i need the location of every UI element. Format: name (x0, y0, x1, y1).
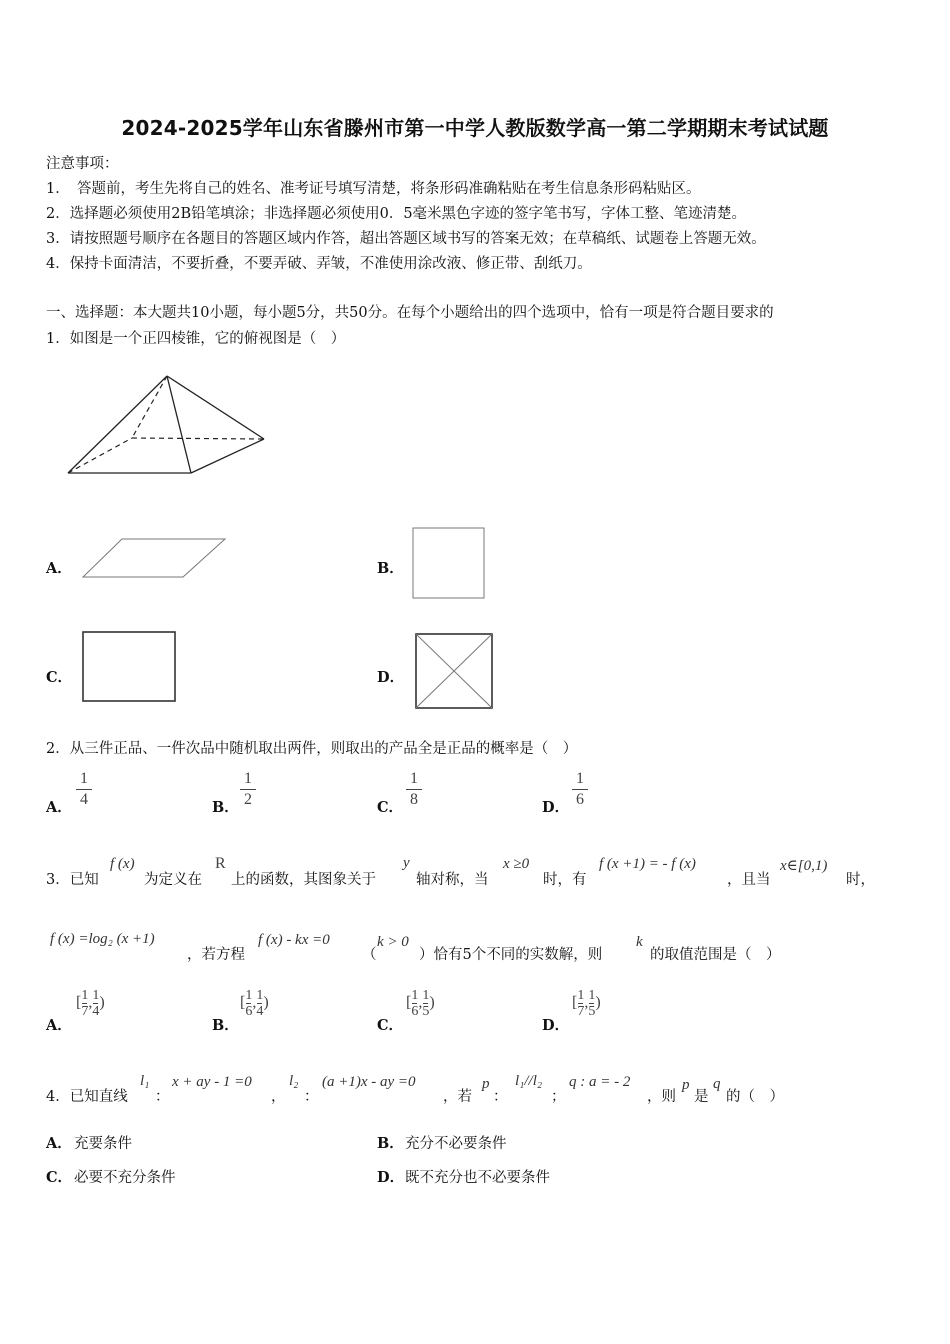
q4-math-q: q : a = - 2 (569, 1074, 631, 1090)
q4-math-parallel: l₁//l₂ (515, 1073, 543, 1089)
pyramid-figure (60, 370, 275, 480)
q3-text-5: 时，有 (543, 872, 587, 888)
pyramid-lateral-edge-2 (167, 376, 191, 473)
q2-option-c-fraction[interactable]: 1 8 (403, 770, 425, 809)
q3-math-y: y (403, 855, 410, 871)
q4-math-p: p (482, 1076, 490, 1092)
q3-option-d-label[interactable]: D． (542, 1017, 570, 1034)
note-item-1: 1． 答题前，考生先将自己的姓名、准考证号填写清楚，将条形码准确粘贴在考生信息条形码粘贴区。 (46, 181, 701, 197)
q2-option-c-label[interactable]: C． (377, 799, 404, 816)
q3-option-b-interval[interactable]: $[\frac{1}{6},\frac{1}{4})$ (240, 988, 269, 1019)
q2-option-a-label[interactable]: A． (46, 799, 72, 816)
q3-math-equation: f (x) - kx =0 (258, 932, 330, 948)
q3-text-3: 上的函数，其图象关于 (231, 872, 376, 888)
q4-option-c-text[interactable]: 必要不充分条件 (74, 1170, 176, 1186)
q1-option-d-square-with-diagonals[interactable] (414, 632, 494, 710)
page-title: 2024-2025学年山东省滕州市第一中学人教版数学高一第二学期期末考试试题 (121, 116, 829, 140)
q4-option-b-label[interactable]: B． (377, 1135, 404, 1152)
q4-math-q2: q (713, 1076, 721, 1092)
q3-text-11: 的取值范围是（ ） (650, 947, 781, 963)
q4-math-l2: l₂ (289, 1073, 299, 1089)
q1-option-c-rectangle[interactable] (81, 630, 178, 704)
q1-option-a-label[interactable]: A． (46, 560, 72, 577)
q3-text-6: ，且当 (727, 872, 771, 888)
note-item-3: 3．请按照题号顺序在各题目的答题区域内作答，超出答题区域书写的答案无效；在草稿纸、试题卷上答题无效。 (46, 231, 766, 247)
q4-text-3: ， (271, 1089, 286, 1105)
q4-math-line2: (a +1)x - ay =0 (322, 1074, 416, 1090)
q4-text-8: ，则 (647, 1089, 676, 1105)
q4-option-a-text[interactable]: 充要条件 (74, 1136, 132, 1152)
pyramid-back-left-edge (68, 438, 132, 473)
q1-option-b-label[interactable]: B． (377, 560, 404, 577)
q4-option-d-text[interactable]: 既不充分也不必要条件 (405, 1170, 550, 1186)
q3-math-log: f (x) =log₂ (x +1) (50, 931, 155, 947)
notes-heading: 注意事项： (46, 156, 119, 172)
q4-text-5: ，若 (443, 1089, 472, 1105)
q4-math-line1: x + ay - 1 =0 (172, 1074, 252, 1090)
section-heading: 一、选择题：本大题共10小题，每小题5分，共50分。在每个小题给出的四个选项中，恰有一项是符合题目要求的 (46, 305, 774, 321)
q3-text-7: 时， (846, 872, 875, 888)
q4-option-b-text[interactable]: 充分不必要条件 (405, 1136, 507, 1152)
q3-option-c-interval[interactable]: $[\frac{1}{6},\frac{1}{5})$ (406, 988, 435, 1019)
pyramid-hidden-edge (132, 376, 167, 438)
q3-text-8: ，若方程 (187, 947, 245, 963)
q3-text-1: 3．已知 (46, 872, 99, 888)
q4-math-l1: l₁ (140, 1073, 150, 1089)
q3-option-a-label[interactable]: A． (46, 1017, 72, 1034)
q4-text-10: 的（ ） (726, 1089, 784, 1105)
q3-option-d-interval[interactable]: $[\frac{1}{7},\frac{1}{5})$ (572, 988, 601, 1019)
pyramid-lateral-edge-3 (167, 376, 264, 439)
q3-math-r: R (215, 855, 226, 872)
q4-text-7: ； (551, 1089, 566, 1105)
q4-text-1: 4．已知直线 (46, 1089, 128, 1105)
q4-option-c-label[interactable]: C． (46, 1169, 73, 1186)
q3-math-kgt0: k > 0 (377, 934, 409, 950)
q2-option-b-fraction[interactable]: 1 2 (237, 770, 259, 809)
q4-option-d-label[interactable]: D． (377, 1169, 405, 1186)
q3-text-4: 轴对称，当 (416, 872, 489, 888)
q3-math-periodic: f (x +1) = - f (x) (599, 856, 696, 872)
q3-text-2: 为定义在 (144, 872, 202, 888)
note-item-4: 4．保持卡面清洁，不要折叠，不要弄破、弄皱，不准使用涂改液、修正带、刮纸刀。 (46, 256, 592, 272)
q3-option-a-interval[interactable]: $[\frac{1}{7},\frac{1}{4})$ (76, 988, 105, 1019)
q4-math-p2: p (682, 1077, 690, 1093)
q1-stem: 1．如图是一个正四棱锥，它的俯视图是（ ） (46, 331, 346, 347)
q3-math-interval: x∈[0,1) (780, 858, 828, 874)
q3-math-xge0: x ≥0 (503, 856, 530, 872)
q3-option-c-label[interactable]: C． (377, 1017, 404, 1034)
q3-text-9: （ (362, 947, 377, 963)
q3-math-fx: f (x) (110, 856, 135, 872)
q4-text-9: 是 (694, 1089, 709, 1105)
q2-option-b-label[interactable]: B． (212, 799, 239, 816)
q3-text-10: ）恰有5个不同的实数解，则 (419, 947, 603, 963)
pyramid-right-edge (191, 439, 264, 473)
q2-option-a-fraction[interactable]: 1 4 (73, 770, 95, 809)
q4-text-4: ： (304, 1089, 319, 1105)
q3-math-k: k (636, 934, 643, 950)
q4-text-2: ： (155, 1089, 170, 1105)
note-item-2: 2．选择题必须使用2B铅笔填涂；非选择题必须使用0．5毫米黑色字迹的签字笔书写，字体工整、笔迹清楚。 (46, 206, 747, 222)
q2-option-d-label[interactable]: D． (542, 799, 570, 816)
q1-option-c-label[interactable]: C． (46, 669, 73, 686)
pyramid-lateral-edge-1 (68, 376, 167, 473)
q2-option-d-fraction[interactable]: 1 6 (569, 770, 591, 809)
q3-option-b-label[interactable]: B． (212, 1017, 239, 1034)
q4-text-6: ： (493, 1089, 508, 1105)
pyramid-back-edge (132, 438, 264, 439)
q1-option-a-parallelogram[interactable] (80, 535, 230, 580)
q2-stem: 2．从三件正品、一件次品中随机取出两件，则取出的产品全是正品的概率是（ ） (46, 741, 578, 757)
q4-option-a-label[interactable]: A． (46, 1135, 72, 1152)
q1-option-b-square[interactable] (411, 526, 487, 600)
q1-option-d-label[interactable]: D． (377, 669, 405, 686)
